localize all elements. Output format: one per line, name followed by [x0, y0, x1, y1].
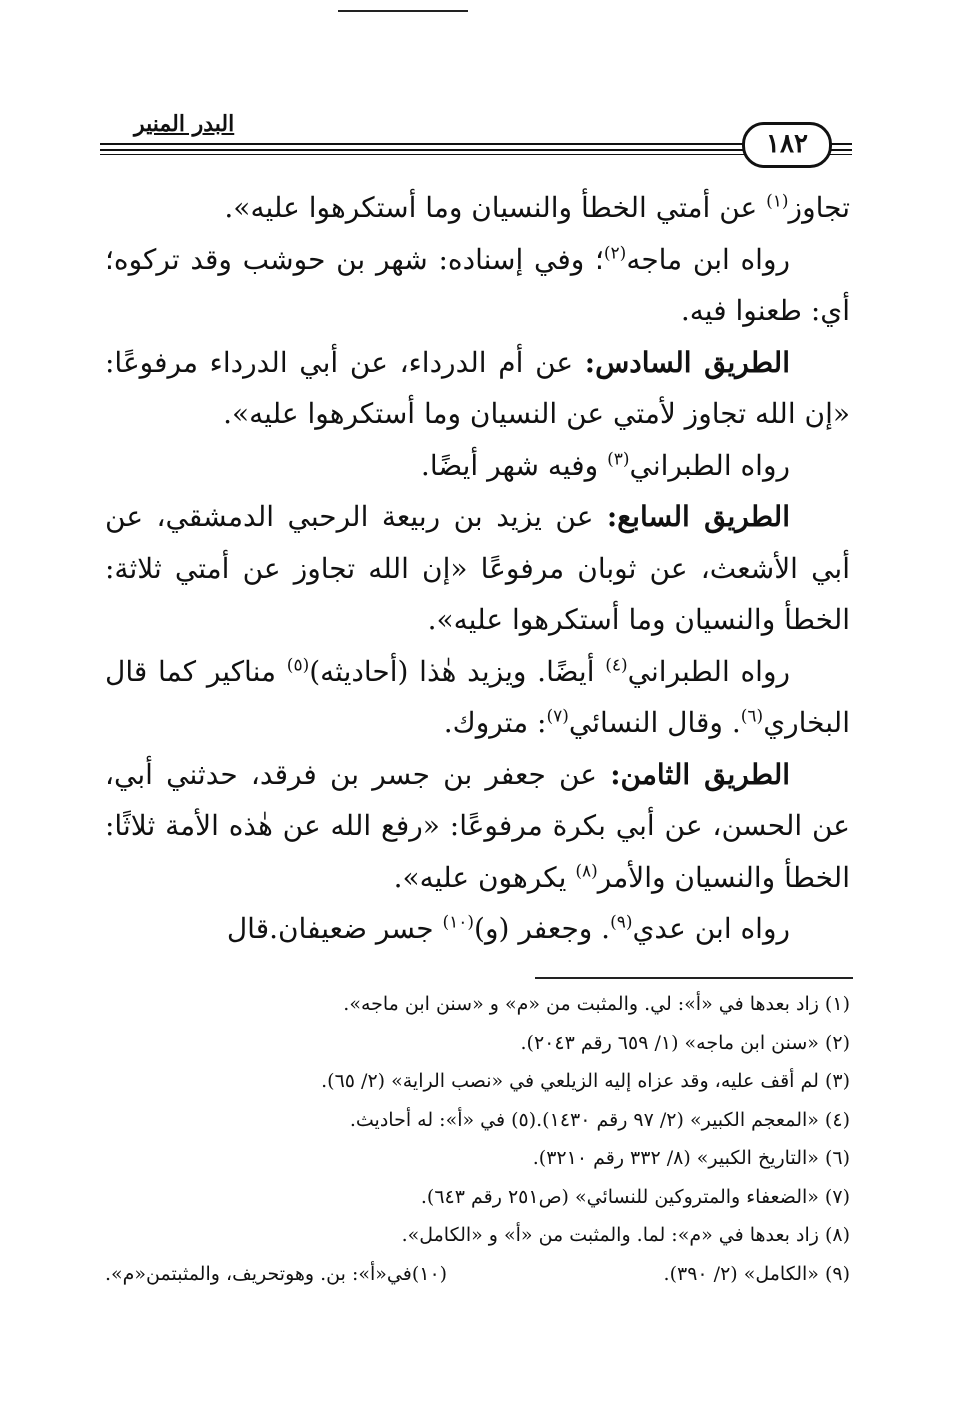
footnote: (٦) «التاريخ الكبير» (٨/ ٣٣٢ رقم ٣٢١٠). — [532, 1147, 850, 1169]
running-title: البدر المنير — [128, 111, 240, 137]
footnote-ref: (١٠) — [442, 912, 475, 933]
text-run: عن أم الدرداء، عن أبي الدرداء مرفوعًا: «إن الله تجاوز لأمتي عن النسيان وما أستكرهوا عليه». — [105, 345, 850, 430]
text-run: رواه ابن ماجه — [626, 242, 790, 276]
text-run: عن جعفر بن جسر بن فرقد، حدثني أبي، عن الحسن، عن أبي بكرة مرفوعًا: «رفع الله عن هٰذه الأمة ثلاثًا: الخطأ والنسيان والأمر — [105, 757, 850, 894]
footnote: (١) زاد بعدها في «أ»: لي. والمثبت من «م» و «سنن ابن ماجه». — [343, 993, 850, 1015]
footnote: (٢) «سنن ابن ماجه» (١/ ٦٥٩ رقم ٢٠٤٣). — [520, 1031, 850, 1054]
text-run: تجاوز — [788, 191, 850, 224]
footnote-ref: (٨) — [575, 861, 598, 882]
paragraph — [105, 337, 850, 440]
footnotes — [105, 985, 850, 1293]
header-rule — [100, 143, 852, 145]
footnote-ref: (١) — [766, 191, 789, 212]
section-label: الطريق السادس: — [584, 345, 790, 379]
footnote: (١٠)في«أ»: بن. وهوتحريف، والمثبتمن«م». — [105, 1262, 448, 1285]
footnote-ref: (٢) — [603, 243, 627, 264]
footnote: (٨) زاد بعدها في «م»: لما. والمثبت من «أ» و «الكامل». — [401, 1224, 850, 1246]
header-rule — [100, 149, 852, 151]
text-run: رواه ابن عدي — [632, 912, 790, 945]
footnote-ref: (٧) — [546, 706, 569, 727]
paragraph — [105, 646, 850, 749]
paragraph — [105, 182, 850, 234]
text-run: رواه الطبراني — [627, 654, 790, 688]
main-text — [105, 182, 850, 955]
section-label: الطريق الثامن: — [610, 757, 791, 791]
footnote-ref: (٦) — [740, 706, 764, 727]
text-run: رواه الطبراني — [629, 448, 790, 482]
text-run: مناكير كما قال البخاري — [105, 654, 850, 739]
text-run: يكرهون عليه». — [393, 860, 576, 894]
text-run: . وجعفر (و) — [474, 912, 611, 945]
text-run: جسر ضعيفان.قال — [226, 912, 443, 945]
paragraph — [105, 234, 850, 337]
footnote: (٧) «الضعفاء والمتروكين للنسائي» (ص٢٥١ رقم ٦٤٣). — [420, 1185, 850, 1208]
paragraph — [105, 903, 850, 955]
section-label: الطريق السابع: — [606, 500, 790, 533]
footnote-separator — [535, 977, 853, 979]
paragraph — [105, 749, 850, 904]
paragraph — [105, 491, 850, 646]
page-number: ١٨٢ — [742, 122, 832, 168]
paragraph — [105, 440, 850, 492]
footnote: (٣) لم أقف عليه، وقد عزاه إليه الزيلعي في «نصب الراية» (٢/ ٦٥). — [321, 1070, 850, 1092]
text-run: عن أمتي الخطأ والنسيان وما أستكرهوا عليه». — [224, 191, 767, 224]
page-header — [100, 105, 852, 175]
footnote: (٤) «المعجم الكبير» (٢/ ٩٧ رقم ١٤٣٠).(٥) في «أ»: له أحاديث. — [349, 1108, 850, 1131]
text-run: وفيه شهر أيضًا. — [420, 448, 608, 482]
footnote-ref: (٤) — [605, 655, 628, 676]
footnote-ref: (٥) — [286, 655, 310, 676]
footnote-row — [105, 1255, 850, 1294]
header-rule — [100, 154, 852, 155]
text-run: : متروك. — [443, 706, 547, 739]
text-run: عن يزيد بن ربيعة الرحبي الدمشقي، عن أبي الأشعث، عن ثوبان مرفوعًا «إن الله تجاوز عن أمتي ثلاثة: الخطأ والنسيان وما أستكرهوا عليه». — [105, 500, 850, 636]
text-run: . وقال النسائي — [568, 706, 741, 739]
text-run: أيضًا. ويزيد هٰذا (أحاديثه) — [309, 654, 606, 688]
footnote-ref: (٣) — [607, 449, 630, 470]
top-edge-rule — [338, 10, 468, 12]
footnote-ref: (٩) — [610, 912, 633, 933]
text-run: ؛ وفي إسناده: شهر بن حوشب وقد تركوه؛ أي: طعنوا فيه. — [105, 242, 850, 327]
footnote: (٩) «الكامل» (٢/ ٣٩٠). — [663, 1262, 850, 1285]
